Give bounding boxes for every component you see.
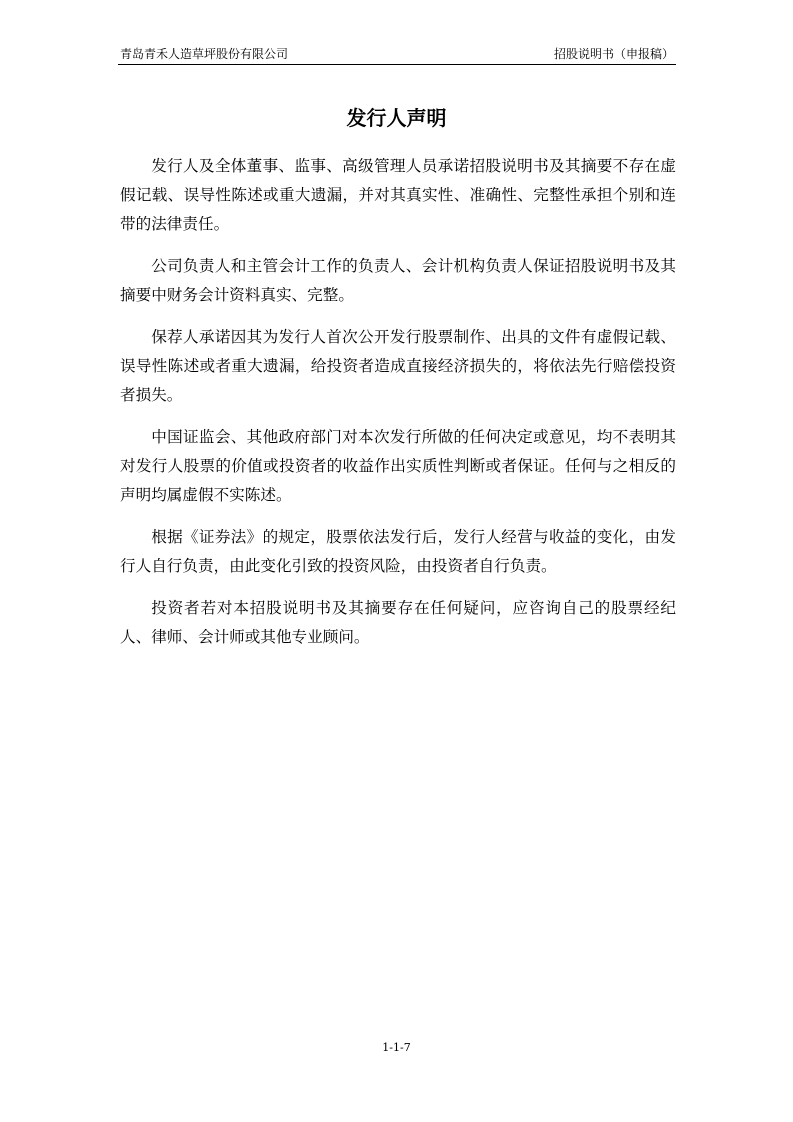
page-number: 1-1-7 <box>382 1041 411 1054</box>
header-document-type: 招股说明书（申报稿） <box>553 47 674 61</box>
header-company-name: 青岛青禾人造草坪股份有限公司 <box>120 47 289 61</box>
paragraph: 中国证监会、其他政府部门对本次发行所做的任何决定或意见，均不表明其对发行人股票的价值或投资者的收益作出实质性判断或者保证。任何与之相反的声明均属虚假不实陈述。 <box>120 428 676 504</box>
paragraph: 投资者若对本招股说明书及其摘要存在任何疑问，应咨询自己的股票经纪人、律师、会计师或其他专业顾问。 <box>120 599 676 646</box>
paragraph: 保荐人承诺因其为发行人首次公开发行股票制作、出具的文件有虚假记载、误导性陈述或者重大遗漏，给投资者造成直接经济损失的，将依法先行赔偿投资者损失。 <box>120 328 676 404</box>
paragraph: 公司负责人和主管会计工作的负责人、会计机构负责人保证招股说明书及其摘要中财务会计资料真实、完整。 <box>120 257 676 304</box>
paragraph: 发行人及全体董事、监事、高级管理人员承诺招股说明书及其摘要不存在虚假记载、误导性陈述或重大遗漏，并对其真实性、准确性、完整性承担个别和连带的法律责任。 <box>120 157 676 233</box>
page-title: 发行人声明 <box>346 106 447 130</box>
paragraph: 根据《证券法》的规定，股票依法发行后，发行人经营与收益的变化，由发行人自行负责，由此变化引致的投资风险，由投资者自行负责。 <box>120 528 676 575</box>
page-header <box>118 46 676 65</box>
statement-body <box>120 152 676 665</box>
